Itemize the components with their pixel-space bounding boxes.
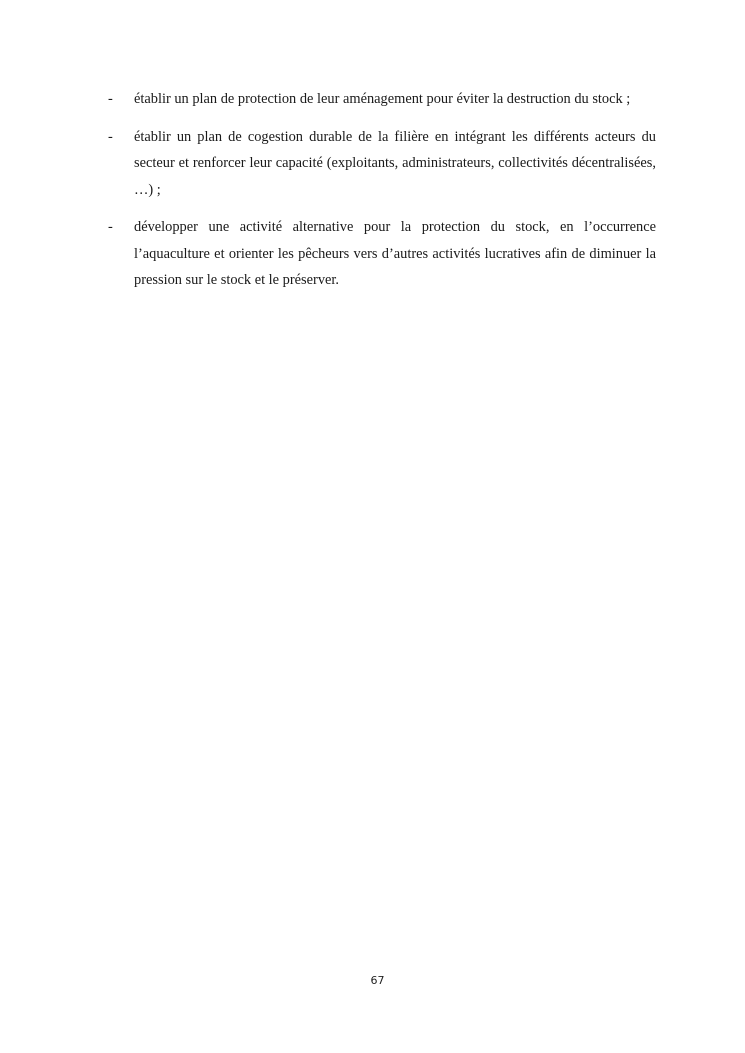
bullet-text: établir un plan de cogestion durable de la filière en intégrant les différents acteurs du secteur et renforcer leur capacité (exploitants, administrateurs, collectivités décentralisées, …) ;	[134, 128, 656, 198]
bullet-marker: -	[108, 128, 113, 145]
bullet-item-cogestion-plan	[108, 124, 656, 204]
bullet-marker: -	[108, 219, 113, 235]
bullet-item-alternative-activity	[108, 214, 656, 294]
page-number: 67	[370, 974, 385, 987]
bullet-list	[108, 86, 656, 305]
bullet-text: établir un plan de protection de leur aménagement pour éviter la destruction du stock ;	[134, 91, 631, 107]
bullet-item-protection-plan	[108, 86, 656, 113]
bullet-marker: -	[108, 91, 113, 107]
bullet-text: développer une activité alternative pour la protection du stock, en l’occurrence l’aquaculture et orienter les pêcheurs vers d’autres activités lucratives afin de diminuer la pression sur le stock et le préserver.	[134, 219, 656, 288]
